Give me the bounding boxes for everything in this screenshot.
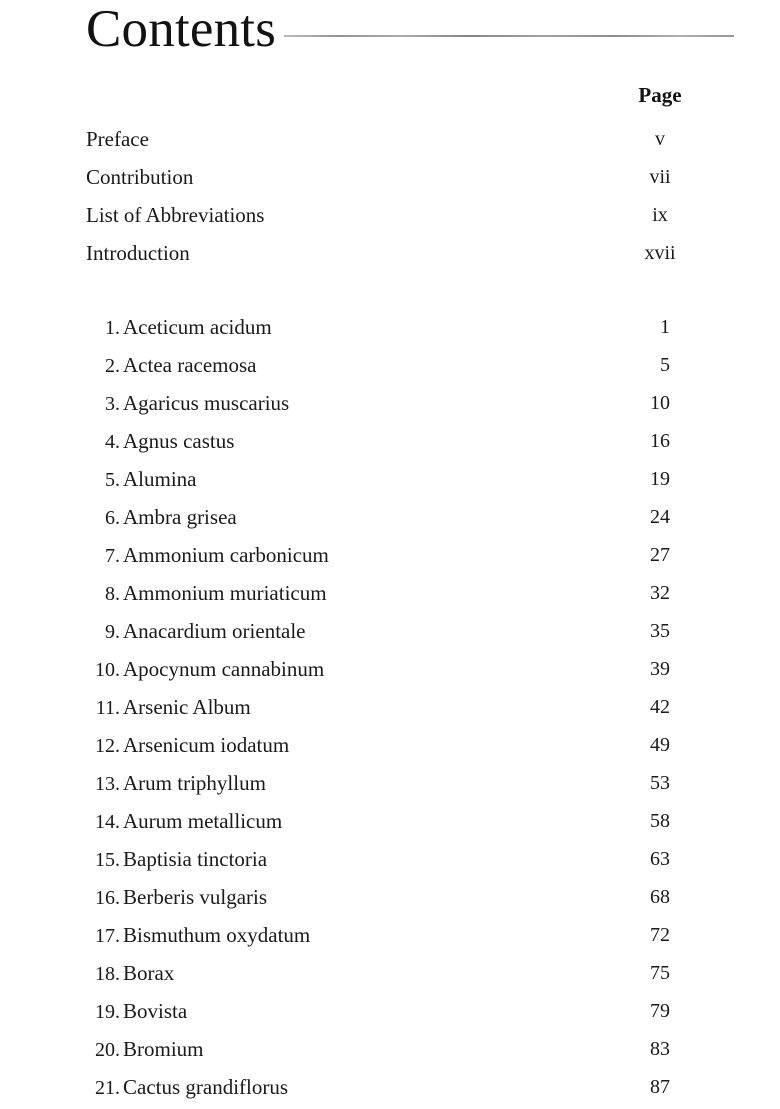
entry-row[interactable] <box>86 688 722 726</box>
entry-number: 12. <box>95 735 120 757</box>
entry-page-number: 68 <box>650 886 670 908</box>
entry-page-number: 75 <box>650 962 670 984</box>
entry-page-number: 24 <box>650 506 670 528</box>
entry-title: Bismuthum oxydatum <box>123 923 311 947</box>
front-matter-page-number: xvii <box>644 242 676 264</box>
entry-row[interactable] <box>86 612 722 650</box>
entry-number: 21. <box>95 1077 120 1099</box>
entry-title: Aurum metallicum <box>123 809 283 833</box>
entry-title: Apocynum cannabinum <box>123 657 325 681</box>
entry-number: 4. <box>105 431 120 453</box>
entry-number: 20. <box>95 1039 120 1061</box>
entry-row[interactable] <box>86 764 722 802</box>
entry-row[interactable] <box>86 460 722 498</box>
entry-number: 7. <box>105 545 120 567</box>
entry-page-number: 53 <box>650 772 670 794</box>
page-title-row <box>86 0 734 62</box>
front-matter-page-number: ix <box>652 204 668 226</box>
entry-page-number: 58 <box>650 810 670 832</box>
front-matter-row[interactable] <box>86 234 722 272</box>
entry-number: 16. <box>95 887 120 909</box>
entry-row[interactable] <box>86 498 722 536</box>
entry-page-number: 32 <box>650 582 670 604</box>
front-matter-label: Contribution <box>86 165 194 189</box>
entry-title: Berberis vulgaris <box>123 885 268 909</box>
entry-page-number: 27 <box>650 544 670 566</box>
front-matter-page-number: vii <box>649 166 671 188</box>
entry-title: Actea racemosa <box>123 353 257 377</box>
entry-number: 3. <box>105 393 120 415</box>
entry-page-number: 79 <box>650 1000 670 1022</box>
front-matter-row[interactable] <box>86 158 722 196</box>
entry-number: 14. <box>95 811 120 833</box>
entry-number: 2. <box>105 355 120 377</box>
entry-number: 10. <box>95 659 120 681</box>
front-matter-page-number: v <box>655 128 665 150</box>
entry-row[interactable] <box>86 878 722 916</box>
entry-number: 1. <box>105 317 120 339</box>
entry-title: Aceticum acidum <box>123 315 272 339</box>
entry-title: Bromium <box>123 1037 204 1061</box>
entry-title: Anacardium orientale <box>123 619 306 643</box>
entry-row[interactable] <box>86 726 722 764</box>
entry-row[interactable] <box>86 1030 722 1068</box>
entry-title: Baptisia tinctoria <box>123 847 268 871</box>
entry-row[interactable] <box>86 346 722 384</box>
entry-row[interactable] <box>86 650 722 688</box>
entry-page-number: 10 <box>650 392 670 414</box>
entry-page-number: 39 <box>650 658 670 680</box>
entry-number: 19. <box>95 1001 120 1023</box>
front-matter-row[interactable] <box>86 196 722 234</box>
entry-row[interactable] <box>86 802 722 840</box>
entry-row[interactable] <box>86 422 722 460</box>
entry-number: 6. <box>105 507 120 529</box>
entry-number: 9. <box>105 621 120 643</box>
front-matter-list <box>86 120 722 272</box>
entry-title: Ambra grisea <box>123 505 237 529</box>
entry-number: 11. <box>95 697 120 719</box>
front-matter-row[interactable] <box>86 120 722 158</box>
entry-row[interactable] <box>86 916 722 954</box>
entry-title: Alumina <box>123 467 197 491</box>
front-matter-label: Preface <box>86 127 149 151</box>
entry-page-number: 42 <box>650 696 670 718</box>
entry-page-number: 63 <box>650 848 670 870</box>
entry-row[interactable] <box>86 992 722 1030</box>
entry-list <box>86 308 722 1106</box>
entry-title: Ammonium muriaticum <box>123 581 327 605</box>
entry-page-number: 72 <box>650 924 670 946</box>
entry-title: Borax <box>123 961 175 985</box>
entry-title: Agaricus muscarius <box>123 391 290 415</box>
entry-title: Arsenicum iodatum <box>123 733 290 757</box>
page-column-header: Page <box>638 83 682 107</box>
entry-page-number: 19 <box>650 468 670 490</box>
entry-number: 15. <box>95 849 120 871</box>
front-matter-label: List of Abbreviations <box>86 203 265 227</box>
entry-row[interactable] <box>86 536 722 574</box>
entry-row[interactable] <box>86 1068 722 1106</box>
entry-row[interactable] <box>86 384 722 422</box>
entry-number: 18. <box>95 963 120 985</box>
entry-title: Cactus grandiflorus <box>123 1075 289 1099</box>
entry-page-number: 35 <box>650 620 670 642</box>
entry-page-number: 16 <box>650 430 670 452</box>
entry-page-number: 87 <box>650 1076 670 1098</box>
entry-number: 13. <box>95 773 120 795</box>
entry-page-number: 83 <box>650 1038 670 1060</box>
entry-row[interactable] <box>86 840 722 878</box>
entry-page-number: 1 <box>660 316 670 338</box>
entry-row[interactable] <box>86 574 722 612</box>
entry-title: Agnus castus <box>123 429 235 453</box>
entry-title: Bovista <box>123 999 188 1023</box>
entry-row[interactable] <box>86 308 722 346</box>
entry-title: Arum triphyllum <box>123 771 266 795</box>
front-matter-label: Introduction <box>86 241 190 265</box>
entry-number: 5. <box>105 469 120 491</box>
entry-row[interactable] <box>86 954 722 992</box>
title-rule <box>284 35 734 37</box>
entry-number: 17. <box>95 925 120 947</box>
entry-number: 8. <box>105 583 120 605</box>
entry-title: Ammonium carbonicum <box>123 543 329 567</box>
page-title: Contents <box>86 0 277 58</box>
entry-title: Arsenic Album <box>123 695 251 719</box>
entry-page-number: 5 <box>660 354 670 376</box>
entry-page-number: 49 <box>650 734 670 756</box>
